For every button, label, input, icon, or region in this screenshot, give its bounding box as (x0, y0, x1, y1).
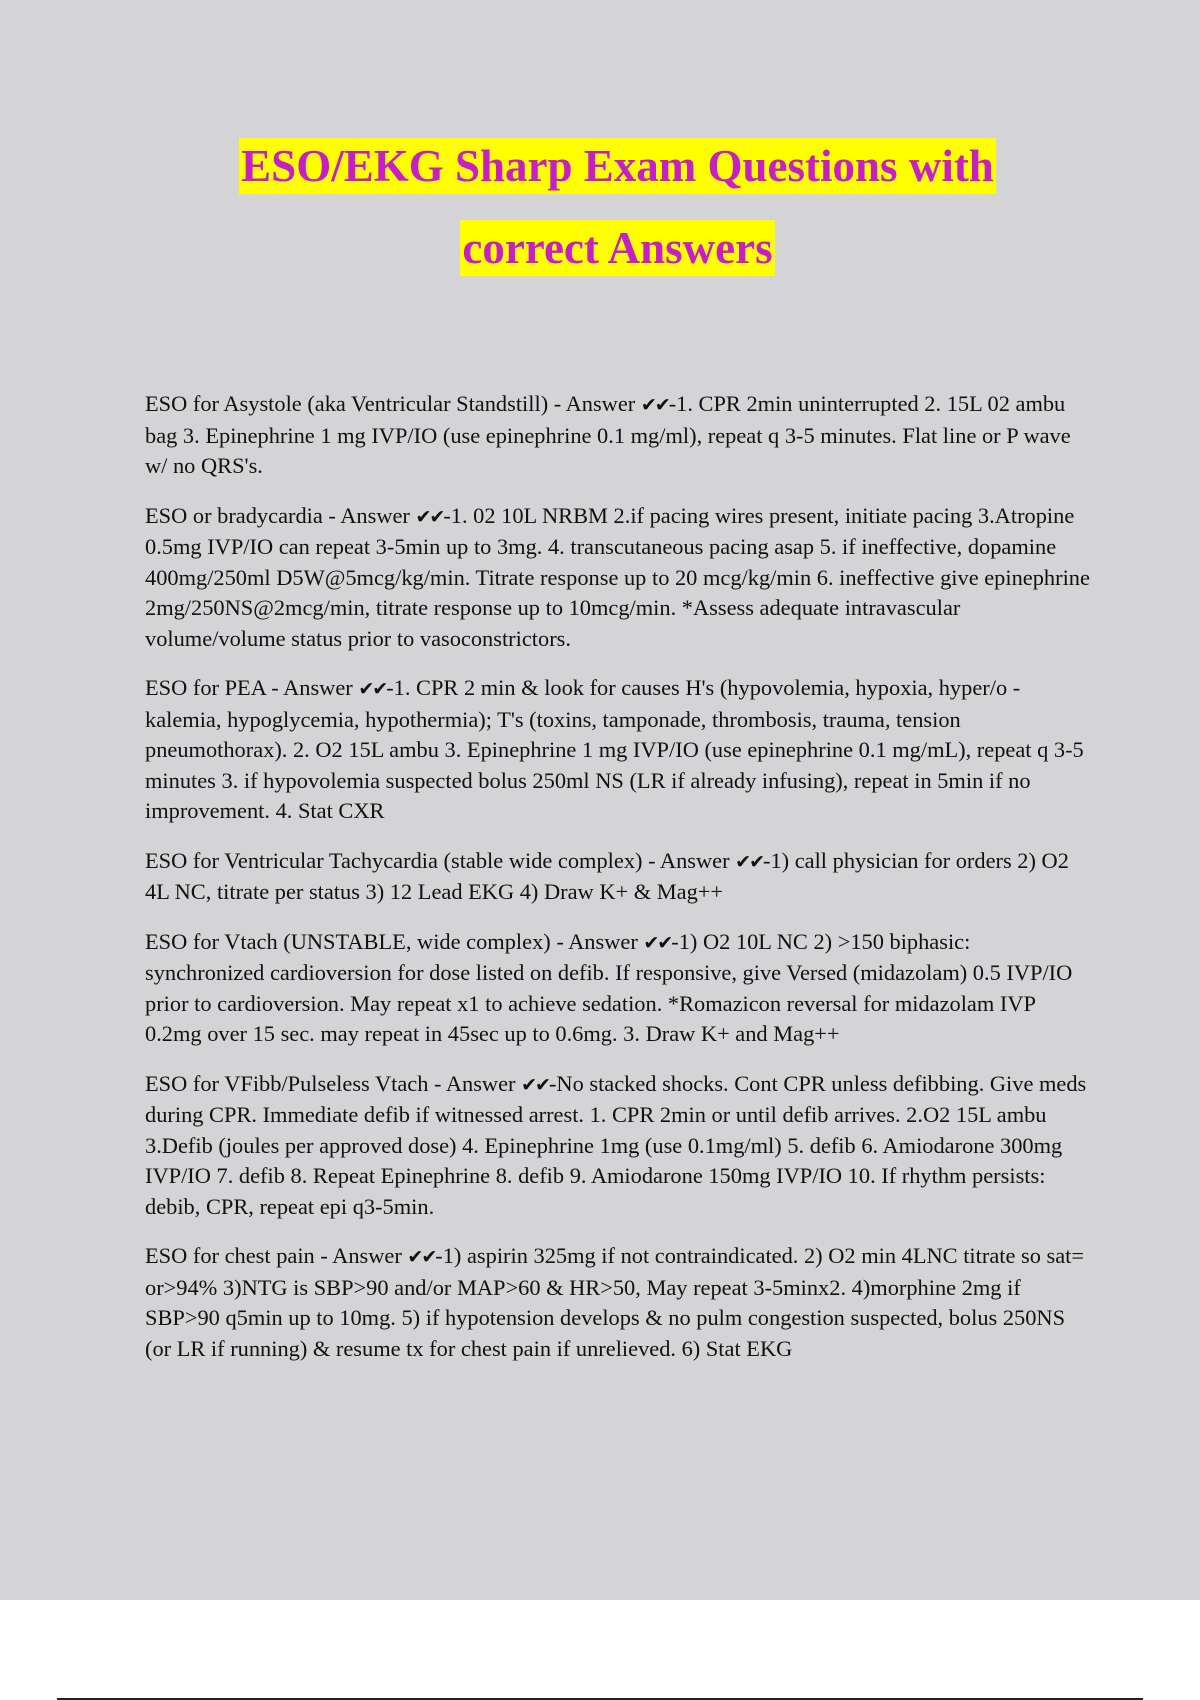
check-icon: ✔✔ (643, 931, 672, 954)
answer-label: Answer (340, 502, 416, 528)
question-text: ESO for Ventricular Tachycardia (stable wide complex) - (145, 847, 660, 873)
answer-text: -1. CPR 2 min & look for causes H's (hypovolemia, hypoxia, hyper/o -kalemia, hypoglycemia, hypothermia); T's (toxins, tamponade, thrombosis, trauma, tension pneumothorax). 2. O2 15L ambu 3. Epinephrine 1 mg IVP/IO (use epinephrine 0.1 mg/mL), repeat q 3-5 minutes 3. if hypovolemia suspected bolus 250ml NS (LR if already infusing), repeat in 5min if no improvement. 4. Stat CXR (145, 675, 1084, 823)
check-icon: ✔✔ (407, 1246, 436, 1268)
title-line-1: ESO/EKG Sharp Exam Questions with (239, 138, 996, 194)
qa-item (145, 846, 1090, 908)
answer-text: -No stacked shocks. Cont CPR unless defibbing. Give meds during CPR. Immediate defib if witnessed arrest. 1. CPR 2min or until defib arrives. 2.O2 15L ambu 3.Defib (joules per approved dose) 4. Epinephrine 1mg (use 0.1mg/ml) 5. defib 6. Amiodarone 300mg IVP/IO 7. defib 8. Repeat Epinephrine 8. defib 9. Amiodarone 150mg IVP/IO 10. If rhythm persists: debib, CPR, repeat epi q3-5min. (145, 1070, 1087, 1219)
answer-text: -1) call physician for orders 2) O2 4L NC, titrate per status 3) 12 Lead EKG 4) Draw K+ & Mag++ (145, 847, 1069, 904)
question-text: ESO for Asystole (aka Ventricular Standstill) - (145, 391, 566, 416)
question-text: ESO for chest pain - (145, 1243, 333, 1268)
qa-item (145, 1069, 1090, 1223)
check-icon: ✔✔ (415, 505, 444, 528)
question-text: ESO for VFibb/Pulseless Vtach - (145, 1070, 446, 1096)
qa-list (145, 389, 1090, 1383)
qa-item (145, 389, 1090, 482)
title-line-2: correct Answers (460, 220, 774, 276)
answer-text: -1) aspirin 325mg if not contraindicated. 2) O2 min 4LNC titrate so sat= or>94% 3)NTG is SBP>90 and/or MAP>60 & HR>50, May repeat 3-5minx2. 4)morphine 2mg if SBP>90 q5min up to 10mg. 5) if hypotension develops & no pulm congestion suspected, bolus 250NS (or LR if running) & resume tx for chest pain if unrelieved. 6) Stat EKG (145, 1243, 1085, 1361)
document-title (0, 138, 1200, 276)
answer-text: -1. CPR 2min uninterrupted 2. 15L 02 ambu bag 3. Epinephrine 1 mg IVP/IO (use epinephrine 0.1 mg/ml), repeat q 3-5 minutes. Flat line or P wave w/ no QRS's. (145, 391, 1071, 478)
question-text: ESO for PEA - (145, 675, 284, 700)
question-text: ESO for Vtach (UNSTABLE, wide complex) - (145, 928, 569, 954)
check-icon: ✔✔ (521, 1073, 549, 1096)
answer-label: Answer (445, 1070, 522, 1096)
qa-item (145, 501, 1090, 655)
answer-text: -1) O2 10L NC 2) >150 biphasic: synchronized cardioversion for dose listed on defib. If responsive, give Versed (midazolam) 0.5 IVP/IO prior to cardioversion. May repeat x1 to achieve sedation. *Romazicon reversal for midazolam IVP 0.2mg over 15 sec. may repeat in 45sec up to 0.6mg. 3. Draw K+ and Mag++ (145, 928, 1073, 1046)
answer-label: Answer (283, 675, 359, 700)
check-icon: ✔✔ (358, 678, 387, 700)
question-text: ESO or bradycardia - (145, 502, 341, 528)
answer-label: Answer (568, 928, 644, 954)
answer-label: Answer (659, 847, 736, 873)
answer-text: -1. 02 10L NRBM 2.if pacing wires present, initiate pacing 3.Atropine 0.5mg IVP/IO can repeat 3-5min up to 3mg. 4. transcutaneous pacing asap 5. if ineffective, dopamine 400mg/250ml D5W@5mcg/kg/min. Titrate response up to 20 mcg/kg/min 6. ineffective give epinephrine 2mg/250NS@2mcg/min, titrate response up to 10mcg/min. *Assess adequate intravascular volume/volume status prior to vasoconstrictors. (145, 502, 1090, 651)
answer-label: Answer (565, 391, 641, 416)
check-icon: ✔✔ (640, 394, 669, 416)
qa-item (145, 673, 1090, 827)
answer-label: Answer (332, 1243, 408, 1268)
check-icon: ✔✔ (735, 850, 763, 873)
qa-item (145, 1241, 1090, 1364)
qa-item (145, 927, 1090, 1050)
